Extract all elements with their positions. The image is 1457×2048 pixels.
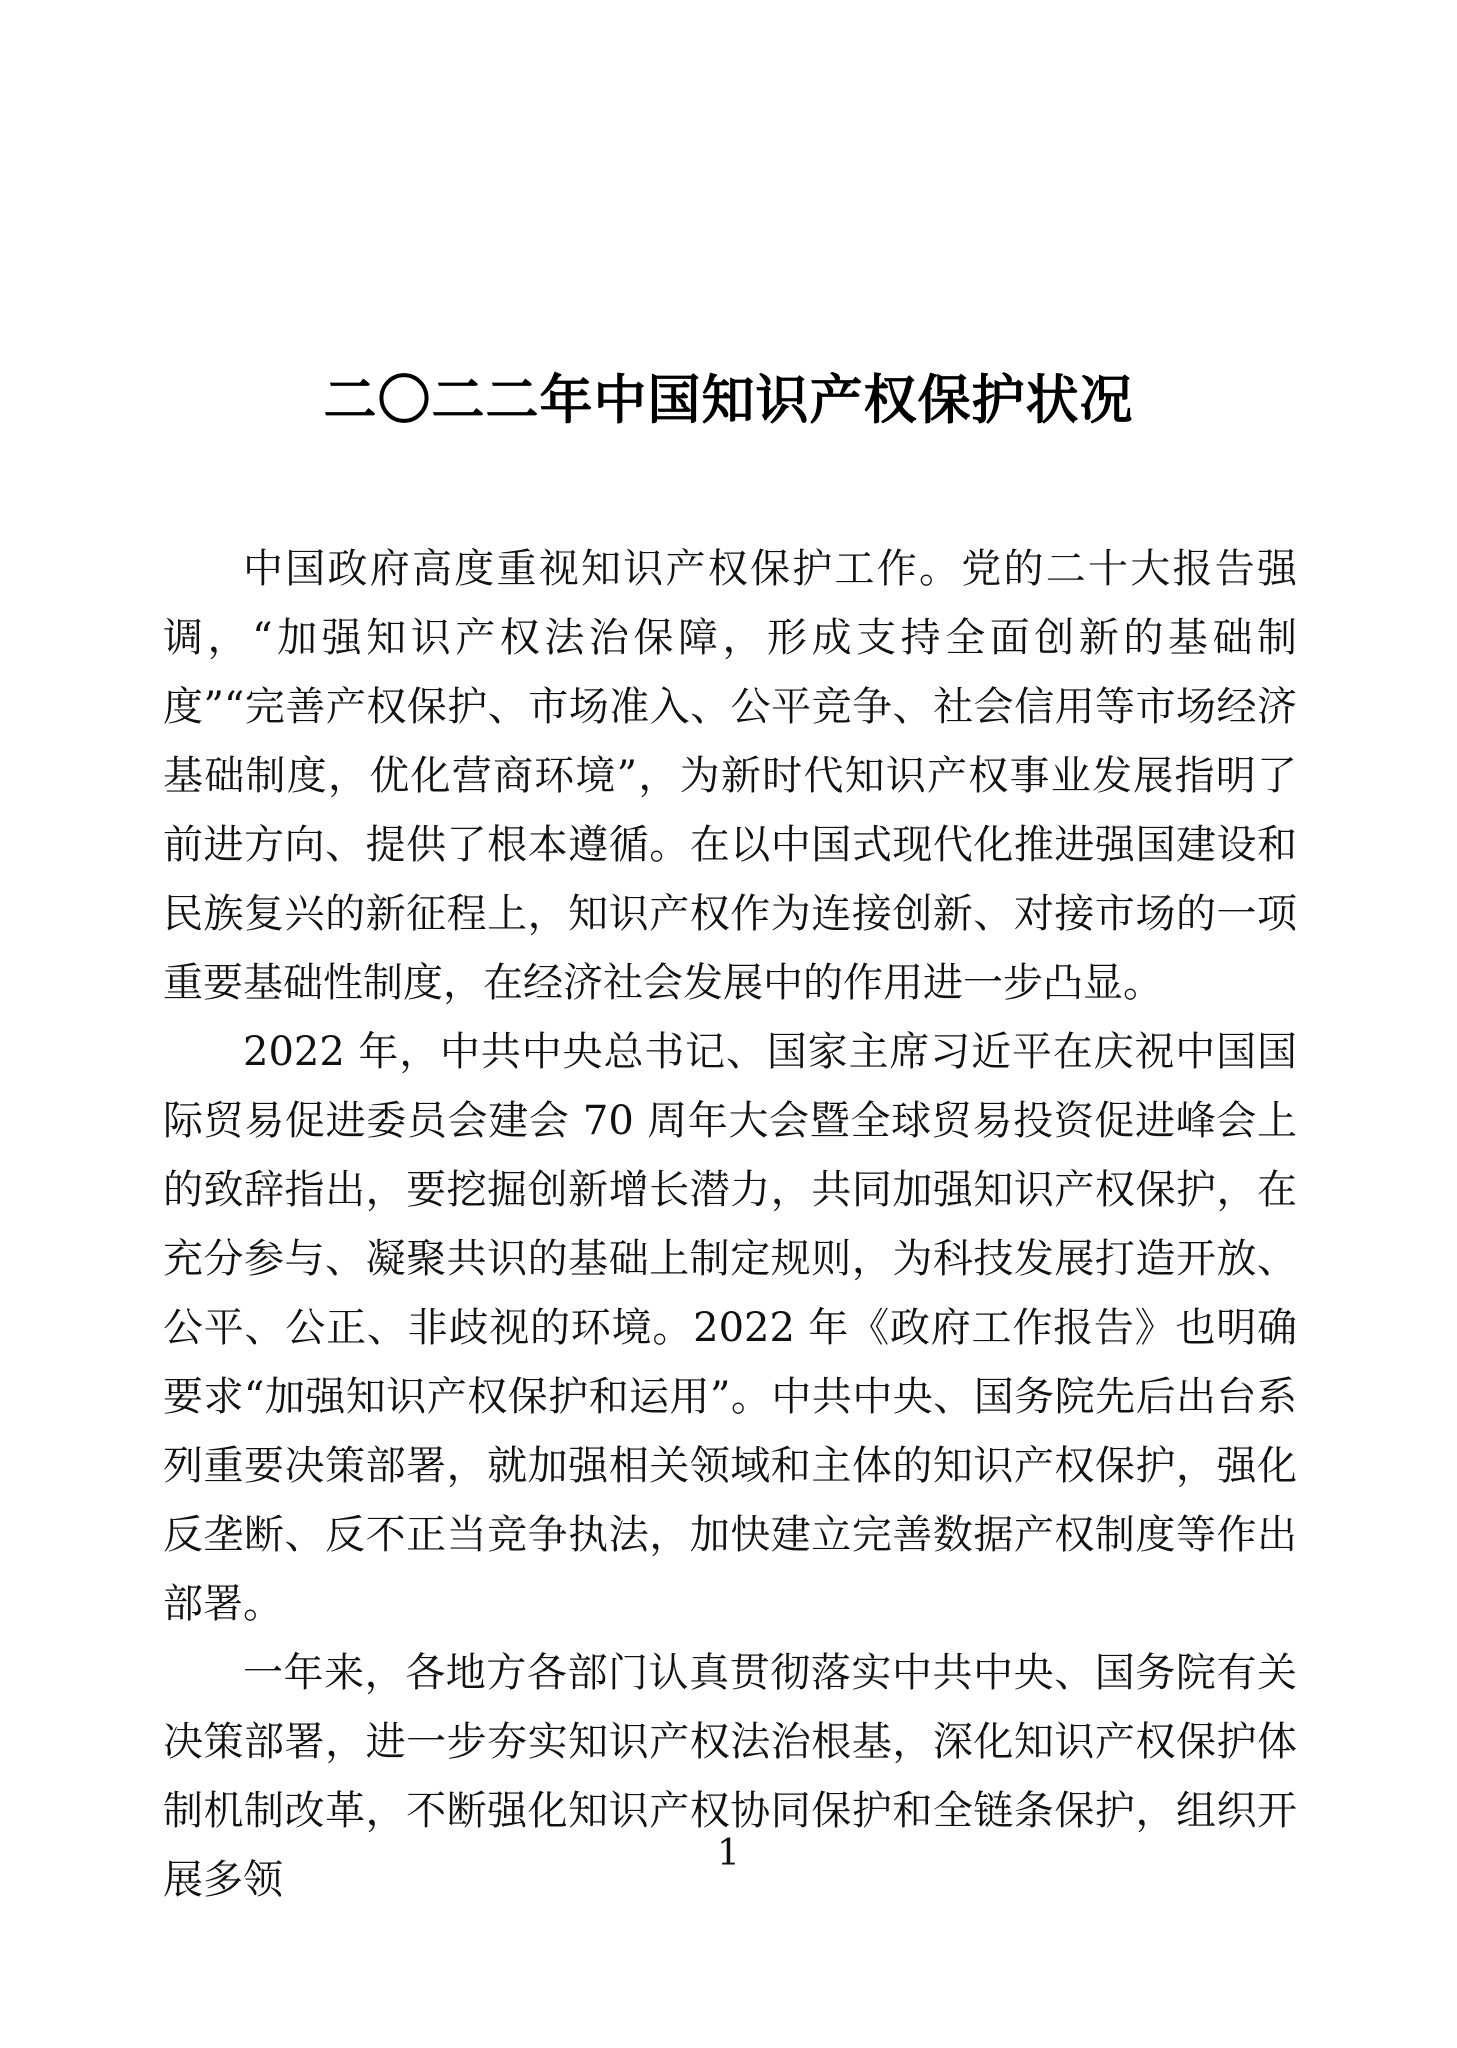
page-number: 1 [717,1833,740,1874]
document-body [163,535,1297,1915]
paragraph-3: 一年来，各地方各部门认真贯彻落实中共中央、国务院有关决策部署，进一步夯实知识产权法治根基，深化知识产权保护体制机制改革，不断强化知识产权协同保护和全链条保护，组织开展多领 [163,1650,1297,1903]
paragraph-1: 中国政府高度重视知识产权保护工作。党的二十大报告强调，“加强知识产权法治保障，形成支持全面创新的基础制度”“完善产权保护、市场准入、公平竞争、社会信用等市场经济基础制度，优化营商环境”，为新时代知识产权事业发展指明了前进方向、提供了根本遵循。在以中国式现代化推进强国建设和民族复兴的新征程上，知识产权作为连接创新、对接市场的一项重要基础性制度，在经济社会发展中的作用进一步凸显。 [163,546,1297,1006]
paragraph-2: 2022 年，中共中央总书记、国家主席习近平在庆祝中国国际贸易促进委员会建会 70 周年大会暨全球贸易投资促进峰会上的致辞指出，要挖掘创新增长潜力，共同加强知识产权保护，在充分参与、凝聚共识的基础上制定规则，为科技发展打造开放、公平、公正、非歧视的环境。2022 年《政府工作报告》也明确要求“加强知识产权保护和运用”。中共中央、国务院先后出台系列重要决策部署，就加强相关领域和主体的知识产权保护，强化反垄断、反不正当竞争执法，加快建立完善数据产权制度等作出部署。 [163,1029,1297,1627]
page-title: 二〇二二年中国知识产权保护状况 [323,369,1134,431]
